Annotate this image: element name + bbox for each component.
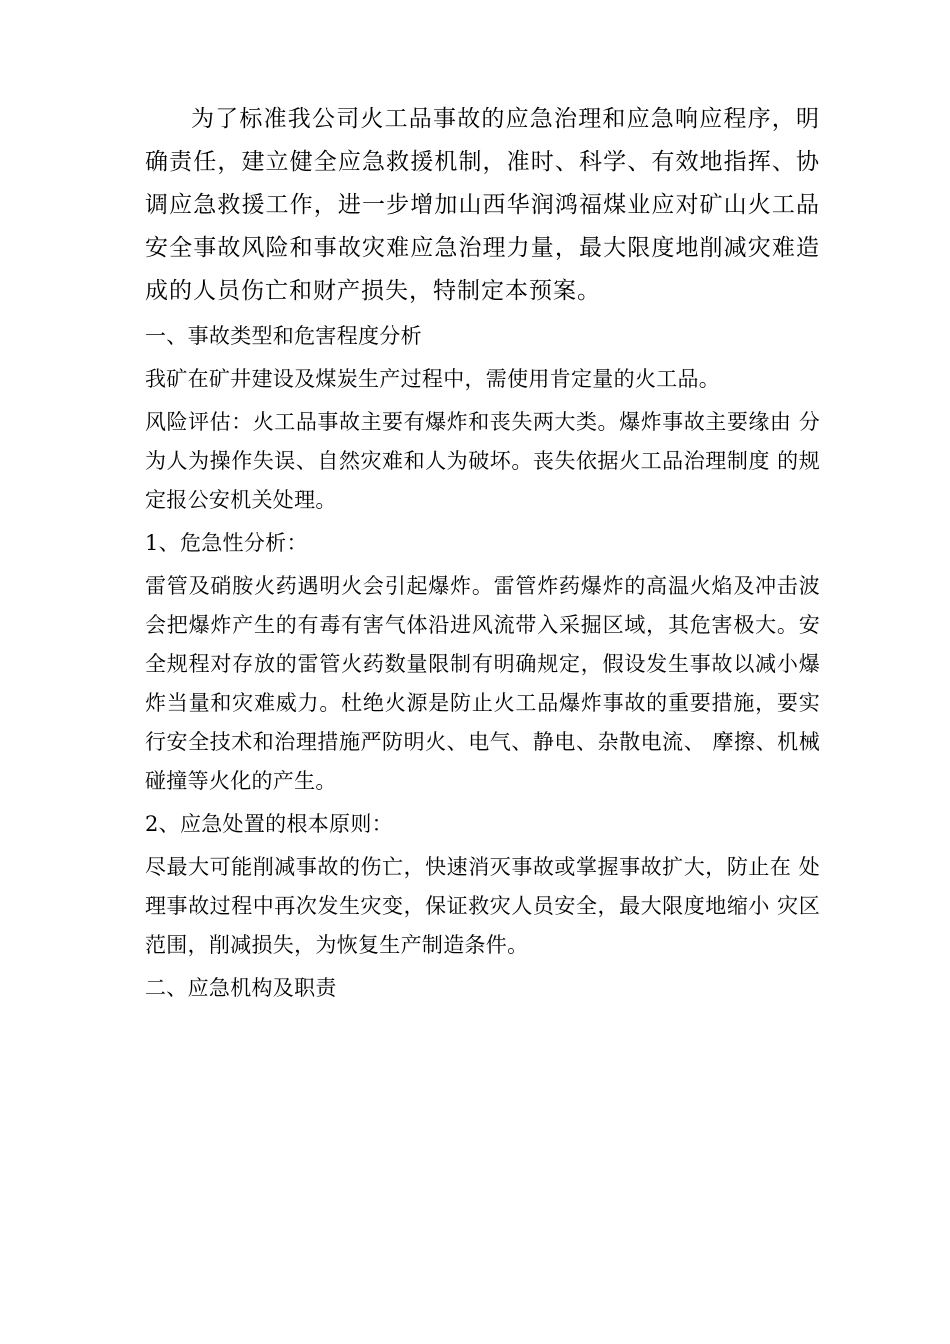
document-body xyxy=(145,98,820,1008)
mine-usage-paragraph: 我矿在矿井建设及煤炭生产过程中，需使用肯定量的火工品。 xyxy=(145,367,721,391)
section-1-heading: 一、事故类型和危害程度分析 xyxy=(145,324,422,348)
subsection-1-heading: 1、危急性分析： xyxy=(145,531,308,555)
hazard-analysis-paragraph: 雷管及硝胺火药遇明火会引起爆炸。雷管炸药爆炸的高温火焰及冲击波会把爆炸产生的有毒有害气体沿进风流带入采掘区域，其危害极大。安全规程对存放的雷管火药数量限制有明确规定，假设发生事故以减小爆炸当量和灾难威力。杜绝火源是防止火工品爆炸事故的重要措施，要实行安全技术和治理措施严防明火、电气、静电、杂散电流、 摩擦、机械碰撞等火化的产生。 xyxy=(145,574,820,793)
principles-paragraph: 尽最大可能削减事故的伤亡，快速消灭事故或掌握事故扩大，防止在 处理事故过程中再次发生灾变，保证救灾人员安全，最大限度地缩小 灾区范围，削减损失，为恢复生产制造条件。 xyxy=(145,855,820,957)
section-2-heading: 二、应急机构及职责 xyxy=(145,976,337,1000)
intro-paragraph: 为了标准我公司火工品事故的应急治理和应急响应程序，明确责任，建立健全应急救援机制，准时、科学、有效地指挥、协调应急救援工作，进一步增加山西华润鸿福煤业应对矿山火工品安全事故风险和事故灾难应急治理力量，最大限度地削减灾难造成的人员伤亡和财产损失，特制定本预案。 xyxy=(145,106,820,304)
risk-assessment-paragraph: 风险评估：火工品事故主要有爆炸和丧失两大类。爆炸事故主要缘由 分为人为操作失误、自然灾难和人为破坏。丧失依据火工品治理制度 的规定报公安机关处理。 xyxy=(145,410,820,512)
subsection-2-heading: 2、应急处置的根本原则： xyxy=(145,812,393,836)
